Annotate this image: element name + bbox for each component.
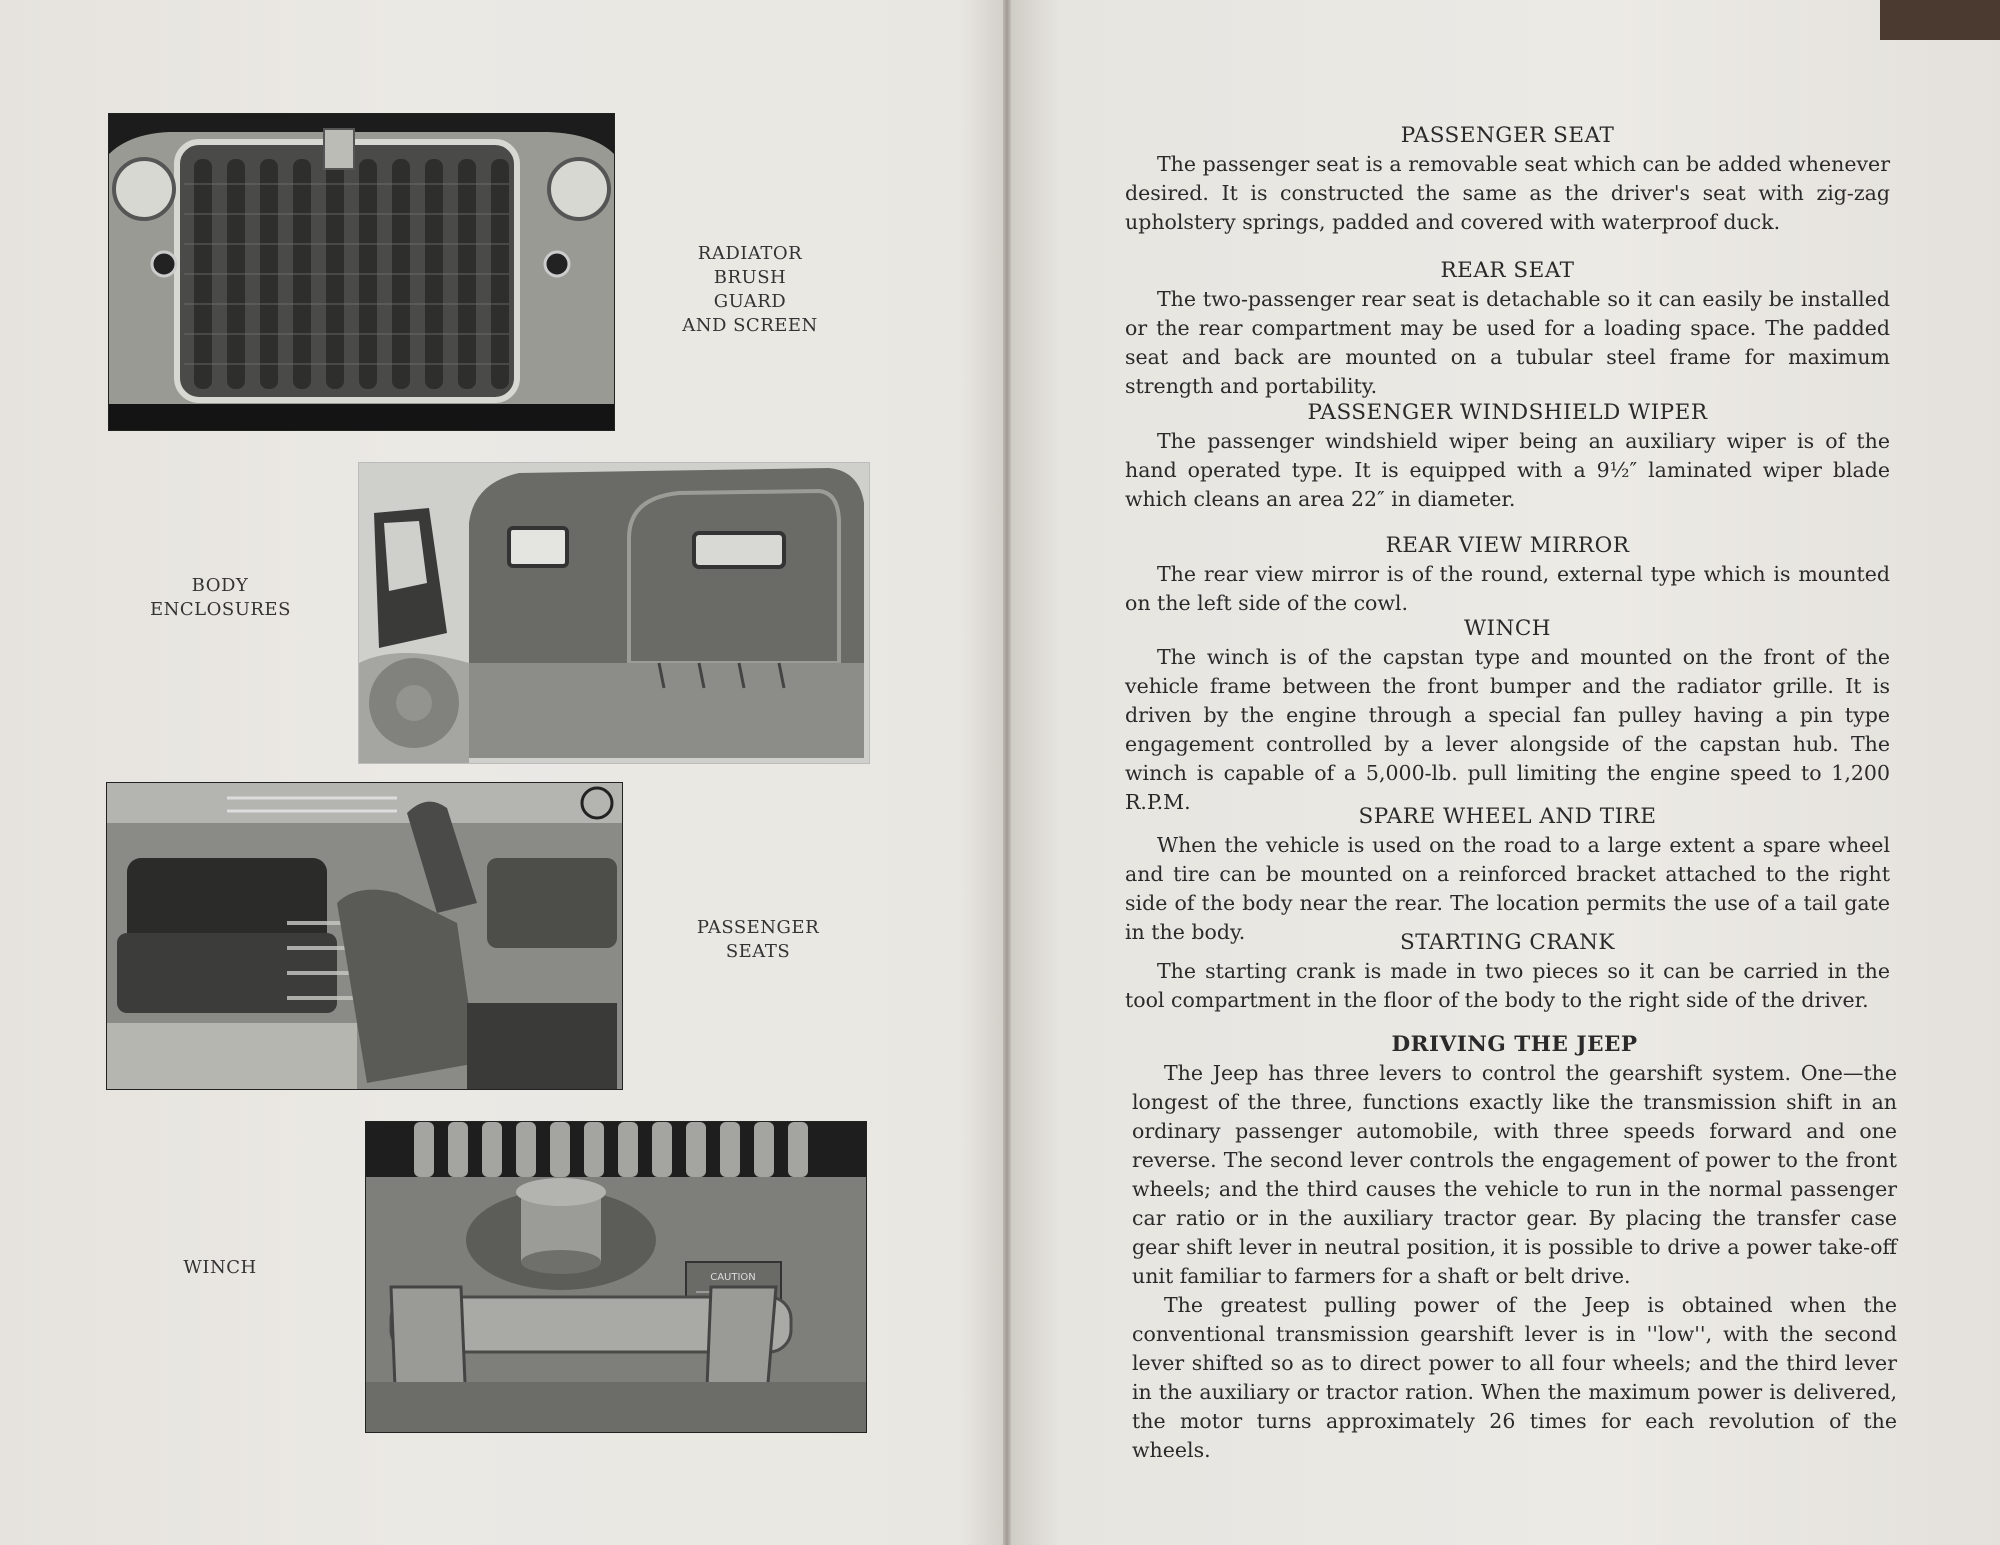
section-winch — [1125, 614, 1890, 817]
caution-plate-text: CAUTION — [710, 1272, 756, 1283]
section-paragraph: The greatest pulling power of the Jeep is obtained when the conventional transmission gearshift lever is in ''low'', with the second lever shifted so as to direct power to all four wheels; and the third lever in the auxiliary or tractor ration. When the maximum power is delivered, the motor turns approximately 26 times for each revolution of the wheels. — [1132, 1293, 1897, 1462]
section-paragraph: The two-passenger rear seat is detachable so it can easily be installed or the rear compartment may be used for a loading space. The padded seat and back are mounted on a tubular steel frame for maximum strength and portability. — [1125, 287, 1890, 398]
section-driving-the-jeep — [1132, 1030, 1897, 1465]
section-heading: PASSENGER SEAT — [1400, 123, 1615, 148]
radiator-brush-guard-caption: RADIATOR BRUSH GUARD AND SCREEN — [682, 243, 818, 336]
radiator-brush-guard-photo — [108, 113, 615, 431]
section-spare-wheel-and-tire — [1125, 802, 1890, 947]
section-heading: PASSENGER WINDSHIELD WIPER — [1307, 400, 1708, 425]
section-paragraph: The winch is of the capstan type and mounted on the front of the vehicle frame between the front bumper and the radiator grille. It is driven by the engine through a special fan pulley having a pin type engagement controlled by a lever alongside of the capstan hub. The winch is capable of a 5,000-lb. pull limiting the engine speed to 1,200 R.P.M. — [1125, 645, 1890, 814]
section-rear-seat — [1125, 256, 1890, 401]
passenger-seats-caption: PASSENGER SEATS — [696, 917, 820, 962]
section-paragraph: The starting crank is made in two pieces so it can be carried in the tool compartment in the floor of the body to the right side of the driver. — [1125, 959, 1890, 1012]
section-heading: REAR SEAT — [1440, 258, 1575, 283]
body-enclosures-photo — [358, 462, 870, 764]
section-paragraph: When the vehicle is used on the road to a large extent a spare wheel and tire can be mounted on a reinforced bracket attached to the right side of the body near the rear. The location permits the use of a tail gate in the body. — [1125, 833, 1890, 944]
section-starting-crank — [1125, 928, 1890, 1015]
passenger-seats-photo — [106, 782, 623, 1090]
section-passenger-windshield-wiper — [1125, 398, 1890, 514]
body-enclosures-caption: BODY ENCLOSURES — [150, 575, 291, 620]
section-rear-view-mirror — [1125, 531, 1890, 618]
section-paragraph: The Jeep has three levers to control the gearshift system. One—the longest of the three, functions exactly like the transmission shift in an ordinary passenger automobile, with three speeds forward and one reverse. The second lever controls the engagement of power to the front wheels; and the third causes the vehicle to run in the normal passenger car ratio or in the auxiliary tractor gear. By placing the transfer case gear shift lever in neutral position, it is possible to drive a power take-off unit familiar to farmers for a shaft or belt drive. — [1132, 1061, 1897, 1288]
winch-photo — [365, 1121, 867, 1433]
winch-caption: WINCH — [183, 1257, 257, 1278]
section-paragraph: The passenger windshield wiper being an auxiliary wiper is of the hand operated type. It is equipped with a 9½″ laminated wiper blade which cleans an area 22″ in diameter. — [1125, 429, 1890, 511]
section-heading: DRIVING THE JEEP — [1391, 1032, 1638, 1057]
section-passenger-seat — [1125, 121, 1890, 237]
section-paragraph: The passenger seat is a removable seat which can be added whenever desired. It is constructed the same as the driver's seat with zig-zag upholstery springs, padded and covered with waterproof duck. — [1125, 152, 1890, 234]
section-heading: REAR VIEW MIRROR — [1385, 533, 1630, 558]
section-heading: STARTING CRANK — [1400, 930, 1615, 955]
section-paragraph: The rear view mirror is of the round, external type which is mounted on the left side of the cowl. — [1125, 562, 1890, 615]
section-heading: WINCH — [1463, 616, 1552, 641]
section-heading: SPARE WHEEL AND TIRE — [1358, 804, 1657, 829]
